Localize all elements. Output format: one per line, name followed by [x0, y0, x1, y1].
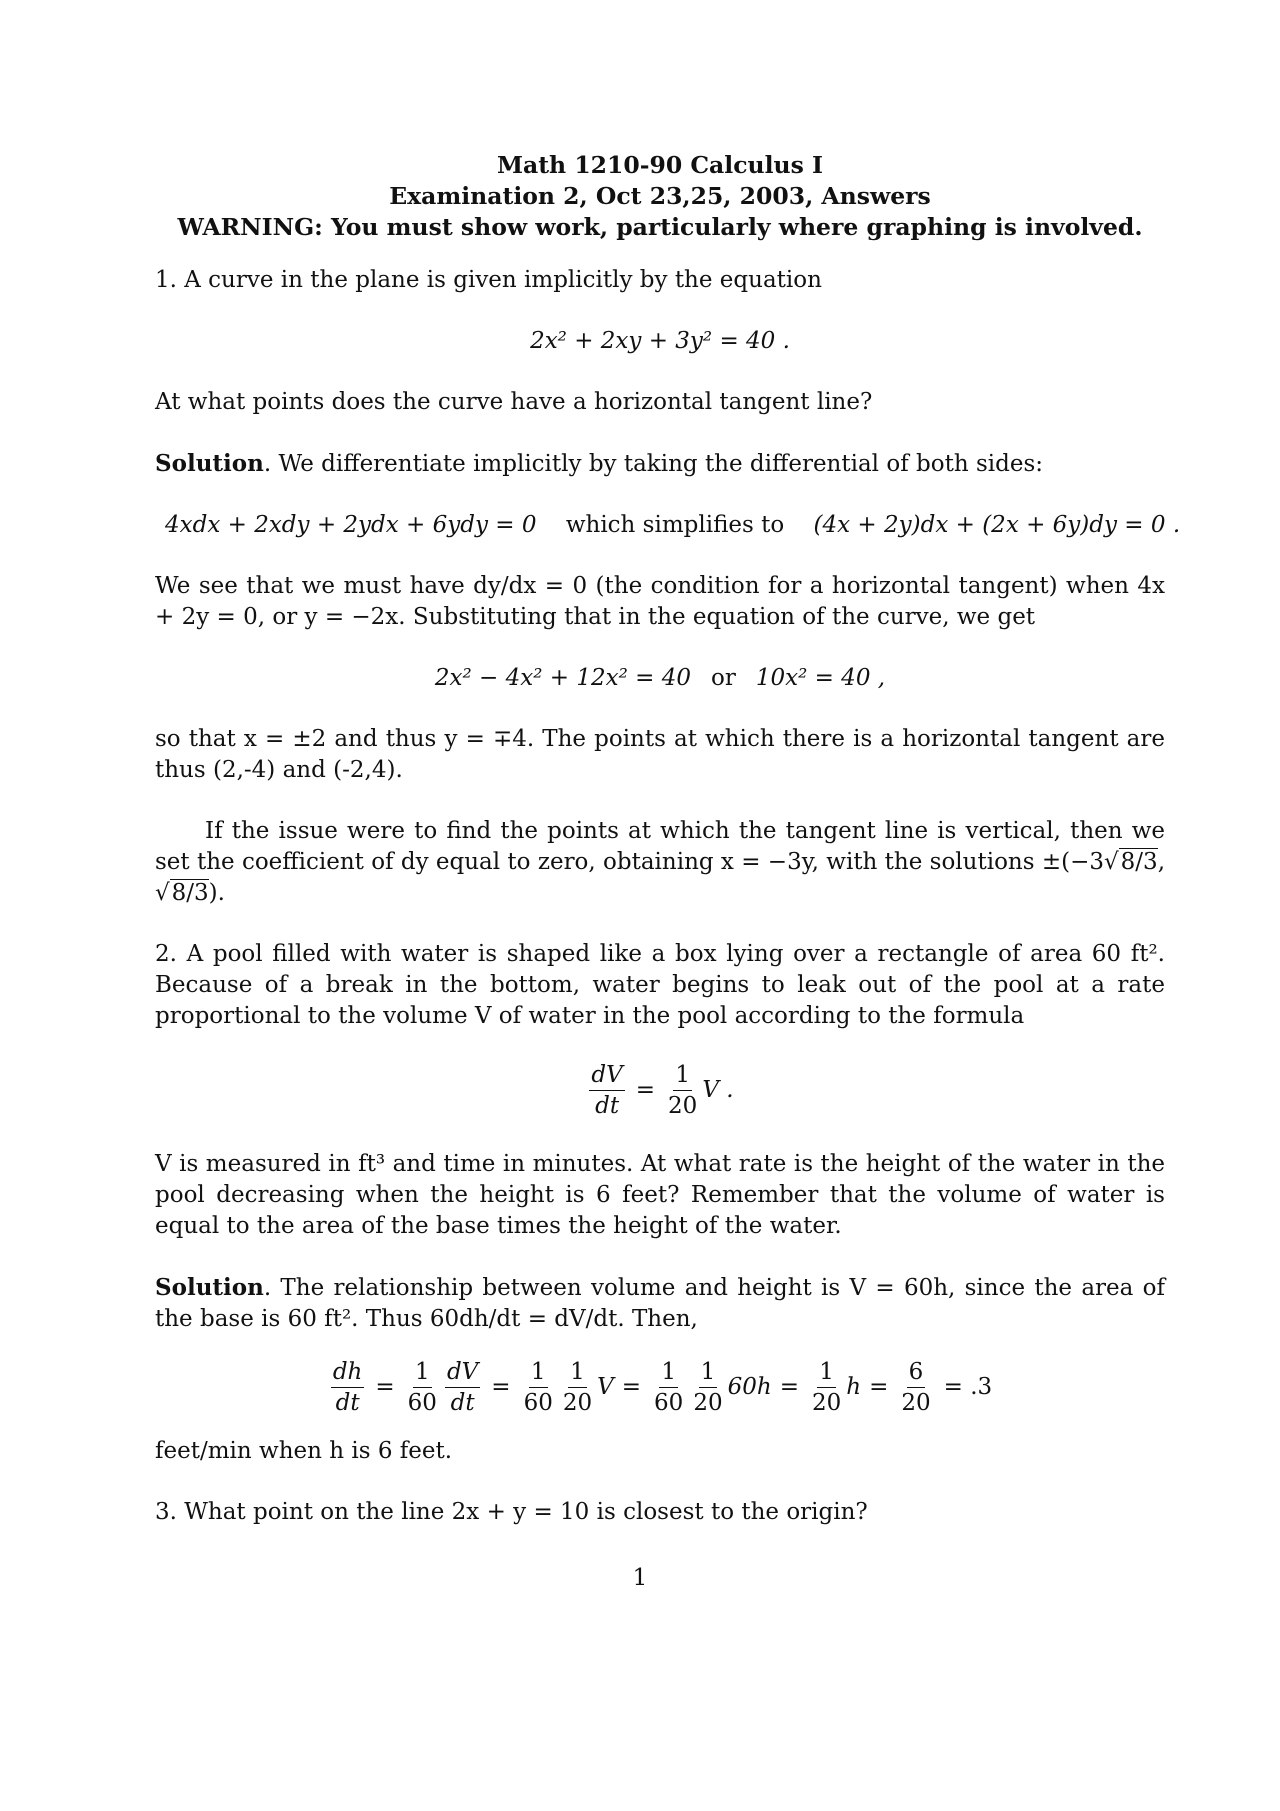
document-page: [155, 150, 1181, 1558]
numerator: dV: [589, 1062, 624, 1091]
equals: =: [375, 1374, 395, 1400]
numerator: 6: [907, 1359, 926, 1388]
differential-right: (4x + 2y)dx + (2x + 6y)dy = 0 .: [813, 512, 1181, 538]
q1-paragraph-2: We see that we must have dy/dx = 0 (the condition for a horizontal tangent) when 4x + 2y = 0, or y = −2x. Substituting that in the equation of the curve, we get: [155, 573, 1165, 630]
exam-header: [155, 150, 1165, 243]
q2-rate-formula: [155, 1062, 1165, 1119]
q2-paragraph-2: V is measured in ft³ and time in minutes. At what rate is the height of the water in the pool decreasing when the height is 6 feet? Remember that the volume of water is equal to the area of the base times the height of the water.: [155, 1151, 1165, 1239]
frac-1-20: [561, 1359, 594, 1416]
numerator: 1: [673, 1062, 692, 1091]
denominator: 60: [523, 1390, 553, 1416]
q2-prompt: 2. A pool filled with water is shaped like a box lying over a rectangle of area 60 ft². Because of a break in the bottom, water begins to leak out of the pool at a rate proportional to the volume V of water in the pool according to the formula: [155, 941, 1165, 1029]
equals: =: [491, 1374, 511, 1400]
numerator: 1: [529, 1359, 548, 1388]
equals: =: [621, 1374, 642, 1400]
sixty-h: 60h: [727, 1374, 772, 1400]
solution-intro-text: . We differentiate implicitly by taking the differential of both sides:: [263, 451, 1044, 477]
height-symbol: h: [846, 1374, 862, 1400]
q2-units: feet/min when h is 6 feet.: [155, 1438, 453, 1464]
sqrt-symbol: √: [1104, 849, 1119, 875]
vertical-tangent-text: If the issue were to find the points at which the tangent line is vertical, then we set the coefficient of dy equal to zero, obtaining x = −3y, with the solutions ±(−3: [155, 818, 1165, 875]
differential-mid: which simplifies to: [565, 512, 785, 538]
q1-paragraph-4: [155, 816, 1165, 909]
q1-differential-equation: [165, 510, 1181, 541]
result: = .3: [943, 1374, 993, 1400]
volume-symbol: V: [597, 1374, 614, 1400]
denominator: 20: [693, 1390, 723, 1416]
equals: =: [635, 1077, 656, 1103]
solution-label: Solution: [155, 450, 264, 477]
sqrt-symbol: √: [155, 880, 170, 906]
q1-prompt: 1. A curve in the plane is given implicitly by the equation: [155, 267, 822, 293]
q2-solution: [155, 1272, 1165, 1335]
denominator: dt: [450, 1390, 475, 1416]
substitution-mid: or: [710, 665, 736, 691]
warning-line: WARNING: You must show work, particularly where graphing is involved.: [177, 213, 1143, 241]
frac-1-20: [691, 1359, 724, 1416]
q3-prompt: 3. What point on the line 2x + y = 10 is closest to the origin?: [155, 1499, 868, 1525]
closing-paren: ).: [208, 880, 225, 906]
sqrt-radicand-2: 8/3: [171, 880, 209, 906]
exam-title: Examination 2, Oct 23,25, 2003, Answers: [389, 182, 931, 210]
frac-1-60: [652, 1359, 685, 1416]
denominator: 60: [407, 1390, 437, 1416]
q1-substitution-equation: [155, 663, 1165, 694]
denominator: 20: [562, 1390, 593, 1416]
denominator: 20: [901, 1390, 931, 1416]
denominator: dt: [335, 1390, 360, 1416]
frac-6-20: [899, 1359, 932, 1416]
numerator: 1: [817, 1359, 836, 1388]
frac-1-60: [406, 1359, 439, 1416]
denominator: 60: [654, 1390, 684, 1416]
q1-equation: 2x² + 2xy + 3y² = 40 .: [530, 328, 790, 354]
frac-1-60: [522, 1359, 555, 1416]
q1-paragraph-3: so that x = ±2 and thus y = ∓4. The points at which there is a horizontal tangent are thus (2,-4) and (-2,4).: [155, 726, 1165, 783]
q1-solution-intro: [155, 448, 1165, 480]
solution-label: Solution: [155, 1274, 264, 1301]
frac-1-20: [810, 1359, 843, 1416]
solution-text: . The relationship between volume and height is V = 60h, since the area of the base is 60 ft². Thus 60dh/dt = dV/dt. Then,: [155, 1275, 1165, 1332]
equals: =: [779, 1374, 799, 1400]
denominator: 20: [668, 1093, 698, 1119]
separator: ,: [1157, 849, 1165, 875]
substitution-right: 10x² = 40 ,: [755, 665, 886, 691]
frac-dh-dt: [331, 1359, 365, 1416]
page-number: 1: [632, 1565, 648, 1591]
denominator: dt: [595, 1093, 620, 1119]
frac-dv-dt: [445, 1359, 480, 1416]
course-title: Math 1210-90 Calculus I: [496, 151, 824, 179]
numerator: dV: [445, 1359, 480, 1388]
denominator: 20: [811, 1390, 842, 1416]
differential-left: 4xdx + 2xdy + 2ydx + 6ydy = 0: [165, 512, 537, 538]
substitution-left: 2x² − 4x² + 12x² = 40: [434, 665, 691, 691]
dv-dt-fraction: [589, 1062, 624, 1119]
numerator: 1: [699, 1359, 718, 1388]
q2-chain-computation: [155, 1359, 1165, 1416]
numerator: 1: [659, 1359, 678, 1388]
equals: =: [869, 1374, 889, 1400]
formula-tail: V .: [702, 1077, 734, 1103]
numerator: 1: [413, 1359, 432, 1388]
q1-question: At what points does the curve have a horizontal tangent line?: [155, 389, 873, 415]
numerator: dh: [331, 1359, 365, 1388]
numerator: 1: [568, 1359, 587, 1388]
sqrt-radicand-1: 8/3: [1120, 849, 1158, 875]
one-twentieth-fraction: [666, 1062, 699, 1119]
